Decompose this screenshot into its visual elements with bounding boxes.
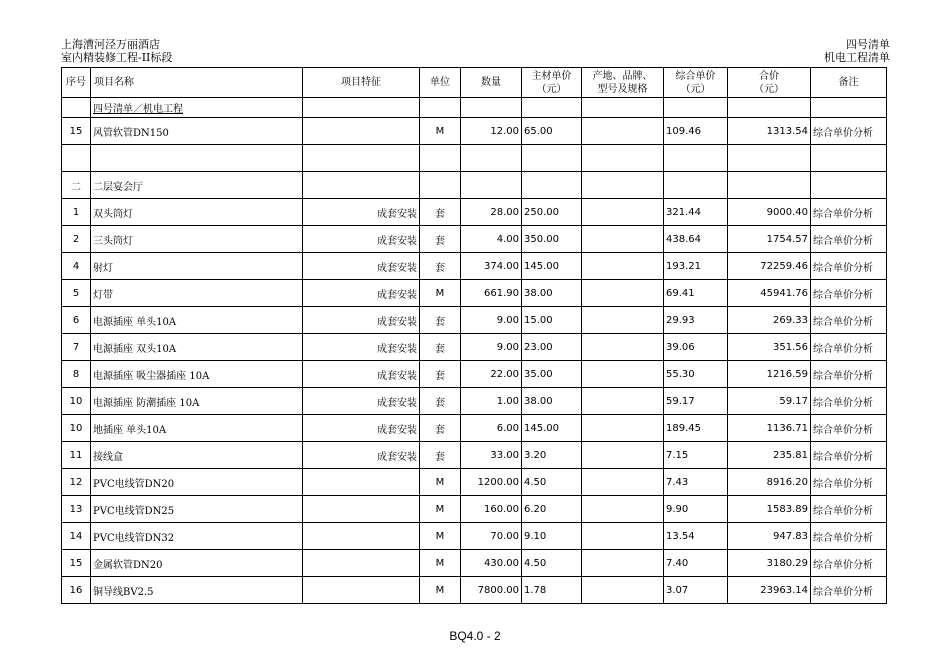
cell-total bbox=[728, 98, 811, 118]
table-row bbox=[62, 523, 887, 550]
cell-feature: 成套安装 bbox=[303, 334, 420, 361]
project-section: 室内精装修工程-II标段 bbox=[61, 51, 173, 64]
col-header-name: 项目名称 bbox=[91, 68, 303, 98]
cell-origin bbox=[582, 469, 664, 496]
cell-name: 接线盒 bbox=[91, 442, 303, 469]
cell-qty: 70.00 bbox=[461, 523, 522, 550]
cell-unit-price: 7.40 bbox=[664, 550, 728, 577]
document-header-left bbox=[61, 38, 172, 64]
cell-note: 综合单价分析 bbox=[811, 334, 887, 361]
cell-total: 8916.20 bbox=[728, 469, 811, 496]
cell-note: 综合单价分析 bbox=[811, 523, 887, 550]
cell-name: 二层宴会厅 bbox=[91, 172, 303, 199]
table-row bbox=[62, 496, 887, 523]
cell-note: 综合单价分析 bbox=[811, 550, 887, 577]
cell-total: 351.56 bbox=[728, 334, 811, 361]
cell-qty: 1.00 bbox=[461, 388, 522, 415]
cell-no: 16 bbox=[62, 577, 91, 604]
cell-total: 269.33 bbox=[728, 307, 811, 334]
table-row bbox=[62, 280, 887, 307]
cell-unit-price bbox=[664, 145, 728, 172]
cell-name: 电源插座 吸尘器插座 10A bbox=[91, 361, 303, 388]
col-header-note: 备注 bbox=[811, 68, 887, 98]
cell-feature bbox=[303, 523, 420, 550]
cell-total: 1754.57 bbox=[728, 226, 811, 253]
cell-unit-price: 193.21 bbox=[664, 253, 728, 280]
cell-origin bbox=[582, 334, 664, 361]
cell-note: 综合单价分析 bbox=[811, 361, 887, 388]
col-header-total-line1: 合价 bbox=[759, 70, 779, 82]
cell-unit: M bbox=[420, 550, 461, 577]
cell-qty: 22.00 bbox=[461, 361, 522, 388]
cell-no bbox=[62, 98, 91, 118]
cell-feature: 成套安装 bbox=[303, 361, 420, 388]
cell-origin bbox=[582, 226, 664, 253]
table-row bbox=[62, 226, 887, 253]
cell-unit: M bbox=[420, 496, 461, 523]
cell-note: 综合单价分析 bbox=[811, 442, 887, 469]
cell-origin bbox=[582, 199, 664, 226]
bill-of-quantities-table bbox=[61, 67, 887, 604]
cell-unit: 套 bbox=[420, 442, 461, 469]
cell-origin bbox=[582, 415, 664, 442]
table-row bbox=[62, 307, 887, 334]
cell-note: 综合单价分析 bbox=[811, 199, 887, 226]
cell-name: 地插座 单头10A bbox=[91, 415, 303, 442]
cell-note bbox=[811, 145, 887, 172]
cell-unit-price: 59.17 bbox=[664, 388, 728, 415]
cell-no: 2 bbox=[62, 226, 91, 253]
cell-material-price: 38.00 bbox=[522, 388, 582, 415]
table-row bbox=[62, 253, 887, 280]
table-row bbox=[62, 118, 887, 145]
cell-note: 综合单价分析 bbox=[811, 307, 887, 334]
cell-name: 电源插座 双头10A bbox=[91, 334, 303, 361]
cell-name: 双头筒灯 bbox=[91, 199, 303, 226]
cell-name: 金属软管DN20 bbox=[91, 550, 303, 577]
cell-name: PVC电线管DN20 bbox=[91, 469, 303, 496]
cell-no: 10 bbox=[62, 415, 91, 442]
cell-note: 综合单价分析 bbox=[811, 415, 887, 442]
cell-note: 综合单价分析 bbox=[811, 280, 887, 307]
cell-material-price: 38.00 bbox=[522, 280, 582, 307]
list-number: 四号清单 bbox=[846, 38, 890, 51]
cell-feature: 成套安装 bbox=[303, 388, 420, 415]
cell-qty: 28.00 bbox=[461, 199, 522, 226]
cell-origin bbox=[582, 361, 664, 388]
cell-total: 23963.14 bbox=[728, 577, 811, 604]
cell-origin bbox=[582, 253, 664, 280]
cell-unit-price: 39.06 bbox=[664, 334, 728, 361]
cell-qty: 12.00 bbox=[461, 118, 522, 145]
table-row bbox=[62, 361, 887, 388]
cell-note bbox=[811, 98, 887, 118]
cell-unit-price: 69.41 bbox=[664, 280, 728, 307]
cell-total: 59.17 bbox=[728, 388, 811, 415]
col-header-origin-line1: 产地、品牌、 bbox=[592, 70, 653, 82]
cell-unit: 套 bbox=[420, 253, 461, 280]
cell-unit: 套 bbox=[420, 199, 461, 226]
cell-total bbox=[728, 145, 811, 172]
cell-name: PVC电线管DN32 bbox=[91, 523, 303, 550]
cell-unit: M bbox=[420, 280, 461, 307]
project-name: 上海漕河泾万丽酒店 bbox=[61, 38, 160, 51]
cell-name: 电源插座 单头10A bbox=[91, 307, 303, 334]
table-row bbox=[62, 388, 887, 415]
cell-note: 综合单价分析 bbox=[811, 226, 887, 253]
cell-qty: 1200.00 bbox=[461, 469, 522, 496]
cell-material-price: 6.20 bbox=[522, 496, 582, 523]
cell-name bbox=[91, 145, 303, 172]
cell-total: 45941.76 bbox=[728, 280, 811, 307]
cell-origin bbox=[582, 98, 664, 118]
cell-note: 综合单价分析 bbox=[811, 496, 887, 523]
cell-no: 11 bbox=[62, 442, 91, 469]
cell-material-price bbox=[522, 172, 582, 199]
table-row bbox=[62, 172, 887, 199]
cell-unit-price bbox=[664, 172, 728, 199]
cell-origin bbox=[582, 172, 664, 199]
cell-feature bbox=[303, 469, 420, 496]
cell-no: 8 bbox=[62, 361, 91, 388]
cell-total bbox=[728, 172, 811, 199]
cell-no: 7 bbox=[62, 334, 91, 361]
cell-note: 综合单价分析 bbox=[811, 253, 887, 280]
cell-feature: 成套安装 bbox=[303, 199, 420, 226]
cell-unit: M bbox=[420, 469, 461, 496]
cell-name: 射灯 bbox=[91, 253, 303, 280]
col-header-origin bbox=[582, 68, 664, 98]
cell-feature: 成套安装 bbox=[303, 415, 420, 442]
cell-feature: 成套安装 bbox=[303, 226, 420, 253]
cell-qty bbox=[461, 172, 522, 199]
cell-feature bbox=[303, 145, 420, 172]
cell-qty: 4.00 bbox=[461, 226, 522, 253]
cell-origin bbox=[582, 307, 664, 334]
cell-no: 15 bbox=[62, 118, 91, 145]
table-body bbox=[62, 98, 887, 604]
table-row bbox=[62, 334, 887, 361]
cell-unit-price: 438.64 bbox=[664, 226, 728, 253]
cell-name: 三头筒灯 bbox=[91, 226, 303, 253]
cell-origin bbox=[582, 442, 664, 469]
cell-no: 15 bbox=[62, 550, 91, 577]
cell-name bbox=[91, 98, 303, 118]
cell-total: 1313.54 bbox=[728, 118, 811, 145]
cell-material-price bbox=[522, 98, 582, 118]
cell-unit: M bbox=[420, 118, 461, 145]
cell-no: 14 bbox=[62, 523, 91, 550]
table-row bbox=[62, 199, 887, 226]
cell-feature: 成套安装 bbox=[303, 280, 420, 307]
cell-unit bbox=[420, 98, 461, 118]
cell-origin bbox=[582, 145, 664, 172]
cell-no: 4 bbox=[62, 253, 91, 280]
cell-origin bbox=[582, 550, 664, 577]
cell-note: 综合单价分析 bbox=[811, 388, 887, 415]
col-header-material-price bbox=[522, 68, 582, 98]
cell-unit-price bbox=[664, 98, 728, 118]
cell-material-price: 4.50 bbox=[522, 550, 582, 577]
cell-total: 1583.89 bbox=[728, 496, 811, 523]
cell-material-price: 4.50 bbox=[522, 469, 582, 496]
col-header-material-price-line1: 主材单价 bbox=[531, 70, 572, 82]
cell-unit-price: 7.43 bbox=[664, 469, 728, 496]
cell-unit-price: 7.15 bbox=[664, 442, 728, 469]
page-label: BQ4.0 - 2 bbox=[449, 629, 501, 643]
cell-no: 1 bbox=[62, 199, 91, 226]
cell-feature bbox=[303, 98, 420, 118]
cell-name: 电源插座 防潮插座 10A bbox=[91, 388, 303, 415]
cell-unit-price: 55.30 bbox=[664, 361, 728, 388]
cell-origin bbox=[582, 118, 664, 145]
cell-qty: 430.00 bbox=[461, 550, 522, 577]
cell-unit: M bbox=[420, 577, 461, 604]
cell-total: 72259.46 bbox=[728, 253, 811, 280]
cell-total: 947.83 bbox=[728, 523, 811, 550]
cell-note: 综合单价分析 bbox=[811, 469, 887, 496]
cell-no: 12 bbox=[62, 469, 91, 496]
cell-material-price: 23.00 bbox=[522, 334, 582, 361]
col-header-unit-price bbox=[664, 68, 728, 98]
table-header-row bbox=[62, 68, 887, 98]
cell-no: 6 bbox=[62, 307, 91, 334]
cell-unit-price: 9.90 bbox=[664, 496, 728, 523]
col-header-unit: 单位 bbox=[420, 68, 461, 98]
cell-total: 1216.59 bbox=[728, 361, 811, 388]
cell-name: PVC电线管DN25 bbox=[91, 496, 303, 523]
cell-material-price: 9.10 bbox=[522, 523, 582, 550]
cell-unit bbox=[420, 172, 461, 199]
table-row bbox=[62, 145, 887, 172]
cell-material-price: 3.20 bbox=[522, 442, 582, 469]
cell-note bbox=[811, 172, 887, 199]
cell-material-price: 145.00 bbox=[522, 415, 582, 442]
col-header-qty: 数量 bbox=[461, 68, 522, 98]
cell-unit-price: 189.45 bbox=[664, 415, 728, 442]
cell-origin bbox=[582, 577, 664, 604]
cell-no: 二 bbox=[62, 172, 91, 199]
section-header-row bbox=[62, 98, 887, 118]
cell-no: 5 bbox=[62, 280, 91, 307]
col-header-origin-line2: 型号及规格 bbox=[597, 83, 648, 95]
cell-origin bbox=[582, 496, 664, 523]
cell-name: 灯带 bbox=[91, 280, 303, 307]
cell-feature bbox=[303, 496, 420, 523]
cell-material-price: 350.00 bbox=[522, 226, 582, 253]
cell-unit-price: 29.93 bbox=[664, 307, 728, 334]
col-header-feature: 项目特征 bbox=[303, 68, 420, 98]
cell-total: 3180.29 bbox=[728, 550, 811, 577]
cell-unit-price: 321.44 bbox=[664, 199, 728, 226]
cell-unit: 套 bbox=[420, 307, 461, 334]
cell-feature bbox=[303, 577, 420, 604]
cell-unit-price: 13.54 bbox=[664, 523, 728, 550]
cell-qty: 661.90 bbox=[461, 280, 522, 307]
cell-origin bbox=[582, 523, 664, 550]
cell-origin bbox=[582, 280, 664, 307]
col-header-no: 序号 bbox=[62, 68, 91, 98]
cell-qty: 6.00 bbox=[461, 415, 522, 442]
cell-feature: 成套安装 bbox=[303, 253, 420, 280]
cell-note: 综合单价分析 bbox=[811, 577, 887, 604]
table-row bbox=[62, 442, 887, 469]
list-title: 机电工程清单 bbox=[824, 51, 890, 64]
cell-name: 铜导线BV2.5 bbox=[91, 577, 303, 604]
cell-feature: 成套安装 bbox=[303, 442, 420, 469]
cell-name: 风管软管DN150 bbox=[91, 118, 303, 145]
cell-unit: 套 bbox=[420, 388, 461, 415]
cell-note: 综合单价分析 bbox=[811, 118, 887, 145]
cell-qty: 160.00 bbox=[461, 496, 522, 523]
cell-no: 13 bbox=[62, 496, 91, 523]
cell-material-price: 1.78 bbox=[522, 577, 582, 604]
table-row bbox=[62, 415, 887, 442]
cell-qty bbox=[461, 145, 522, 172]
cell-total: 1136.71 bbox=[728, 415, 811, 442]
cell-material-price bbox=[522, 145, 582, 172]
cell-qty: 9.00 bbox=[461, 334, 522, 361]
document-header-right bbox=[824, 38, 890, 64]
section-title: 四号清单／机电工程 bbox=[93, 104, 183, 115]
cell-qty bbox=[461, 98, 522, 118]
cell-total: 235.81 bbox=[728, 442, 811, 469]
col-header-total-line2: （元） bbox=[754, 83, 784, 95]
cell-qty: 374.00 bbox=[461, 253, 522, 280]
table-row bbox=[62, 469, 887, 496]
cell-unit: 套 bbox=[420, 334, 461, 361]
table-row bbox=[62, 550, 887, 577]
cell-qty: 9.00 bbox=[461, 307, 522, 334]
cell-material-price: 65.00 bbox=[522, 118, 582, 145]
table-row bbox=[62, 577, 887, 604]
cell-unit: M bbox=[420, 523, 461, 550]
col-header-total bbox=[728, 68, 811, 98]
cell-feature bbox=[303, 172, 420, 199]
cell-unit bbox=[420, 145, 461, 172]
cell-feature bbox=[303, 550, 420, 577]
cell-origin bbox=[582, 388, 664, 415]
cell-qty: 7800.00 bbox=[461, 577, 522, 604]
col-header-unit-price-line2: （元） bbox=[680, 83, 711, 95]
cell-unit-price: 3.07 bbox=[664, 577, 728, 604]
cell-unit: 套 bbox=[420, 361, 461, 388]
cell-unit: 套 bbox=[420, 415, 461, 442]
col-header-material-price-line2: （元） bbox=[536, 83, 567, 95]
cell-qty: 33.00 bbox=[461, 442, 522, 469]
cell-no bbox=[62, 145, 91, 172]
cell-total: 9000.40 bbox=[728, 199, 811, 226]
cell-material-price: 250.00 bbox=[522, 199, 582, 226]
cell-unit: 套 bbox=[420, 226, 461, 253]
cell-material-price: 35.00 bbox=[522, 361, 582, 388]
cell-material-price: 15.00 bbox=[522, 307, 582, 334]
cell-feature: 成套安装 bbox=[303, 307, 420, 334]
cell-unit-price: 109.46 bbox=[664, 118, 728, 145]
cell-material-price: 145.00 bbox=[522, 253, 582, 280]
cell-no: 10 bbox=[62, 388, 91, 415]
cell-feature bbox=[303, 118, 420, 145]
col-header-unit-price-line1: 综合单价 bbox=[675, 70, 716, 82]
